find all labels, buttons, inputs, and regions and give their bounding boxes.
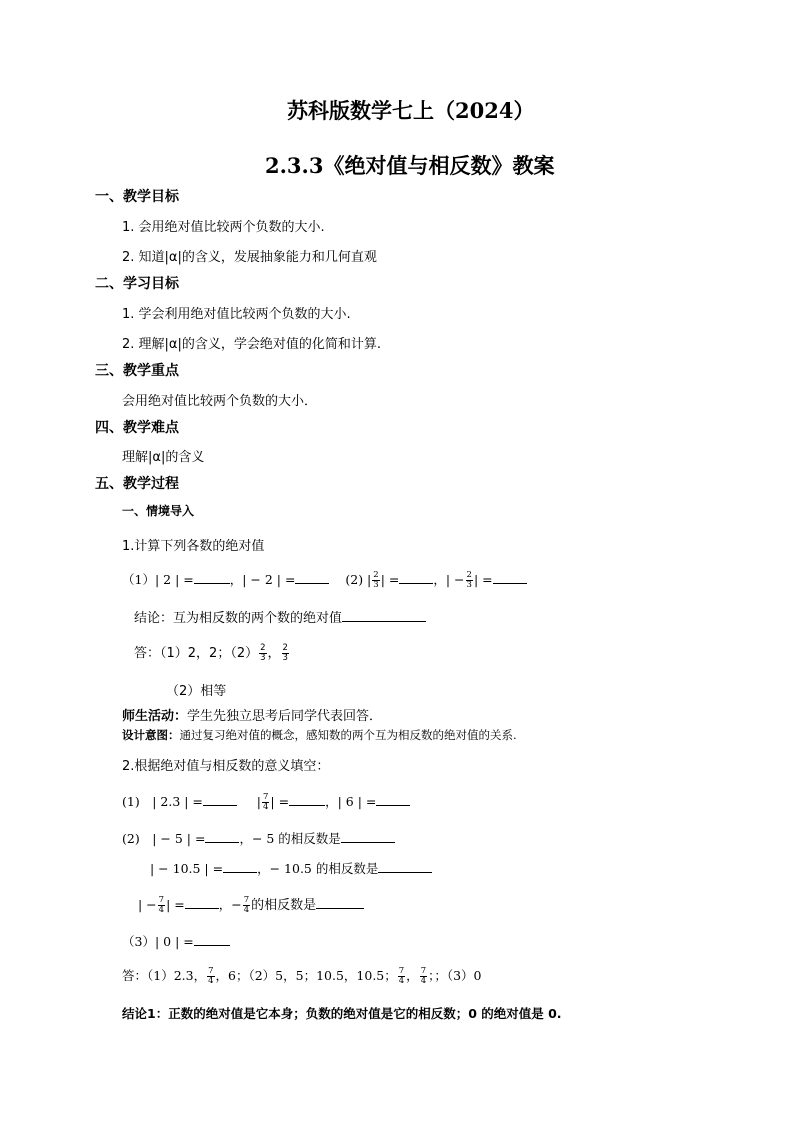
question-1-answer: 答：（1）2，2；（2） $\frac{2}{3}$ ， $\frac{2}{3}$ xyxy=(134,643,288,663)
answer-blank xyxy=(194,933,230,946)
conclusion-1: 结论1：正数的绝对值是它本身；负数的绝对值是它的相反数；0 的绝对值是 0. xyxy=(122,1006,562,1021)
fraction: $\frac{2}{3}$ xyxy=(373,570,379,590)
answer-blank xyxy=(316,896,364,909)
question-1-title: 1.计算下列各数的绝对值 xyxy=(122,539,265,554)
page-subtitle: 2.3.3《绝对值与相反数》教案 xyxy=(265,153,555,178)
question-2-line-5: （3）| 0 | = xyxy=(122,932,230,950)
answer-blank xyxy=(378,860,432,873)
answer-blank xyxy=(205,830,239,843)
fraction: $\frac{2}{3}$ xyxy=(466,570,472,590)
question-2-line-4: | − $\frac{7}{4}$ | = ，− $\frac{7}{4}$ 的相反数是 xyxy=(138,894,364,915)
fraction: $\frac{7}{4}$ xyxy=(208,966,214,986)
question-1-answer-2: （2）相等 xyxy=(166,684,227,699)
answer-blank xyxy=(295,571,329,584)
section-learning-goals-heading: 二、学习目标 xyxy=(95,276,179,292)
fraction: $\frac{7}{4}$ xyxy=(398,966,405,986)
key-point-text: 会用绝对值比较两个负数的大小． xyxy=(122,394,318,409)
answer-blank xyxy=(399,571,433,584)
fraction: $\frac{2}{3}$ xyxy=(282,643,288,663)
design-intent: 设计意图：通过复习绝对值的概念，感知数的两个互为相反数的绝对值的关系. xyxy=(122,728,517,742)
question-2-line-1: (1) | 2.3 | = | $\frac{7}{4}$ | = ，| 6 | = xyxy=(122,792,410,812)
page-title: 苏科版数学七上（2024） xyxy=(287,98,535,123)
scene-intro-heading: 一、情境导入 xyxy=(122,504,195,518)
section-objectives-heading: 一、教学目标 xyxy=(95,189,179,205)
question-2-line-2: (2) | − 5 | = ，− 5 的相反数是 xyxy=(122,829,395,847)
section-process-heading: 五、教学过程 xyxy=(95,476,179,492)
answer-blank xyxy=(493,571,527,584)
answer-blank xyxy=(342,609,426,622)
answer-blank xyxy=(194,571,230,584)
teacher-student-activity: 师生活动：学生先独立思考后同学代表回答． xyxy=(122,709,383,724)
fraction: $\frac{7}{4}$ xyxy=(158,895,165,915)
section-key-points-heading: 三、教学重点 xyxy=(95,363,179,379)
objective-item: 1. 会用绝对值比较两个负数的大小. xyxy=(122,220,325,235)
objective-item: 2. 知道|α|的含义，发展抽象能力和几何直观 xyxy=(122,250,377,265)
question-2-title: 2.根据绝对值与相反数的意义填空： xyxy=(122,759,330,774)
fraction: $\frac{7}{4}$ xyxy=(263,792,269,812)
question-1-conclusion: 结论：互为相反数的两个数的绝对值 xyxy=(134,607,426,626)
learning-goal-item: 2. 理解|α|的含义，学会绝对值的化简和计算. xyxy=(122,337,381,352)
question-2-answer: 答：（1）2.3， $\frac{7}{4}$ ，6；（2）5，5；10.5，10.5； $\frac{7}{4}$ ， $\frac{7}{4}$ ；；（3）0 xyxy=(122,966,482,986)
answer-blank xyxy=(223,860,257,873)
section-difficulties-heading: 四、教学难点 xyxy=(95,420,179,436)
answer-blank xyxy=(203,793,237,806)
fraction: $\frac{2}{3}$ xyxy=(260,643,266,663)
learning-goal-item: 1. 学会利用绝对值比较两个负数的大小. xyxy=(122,307,351,322)
answer-blank xyxy=(289,793,325,806)
fraction: $\frac{7}{4}$ xyxy=(420,966,427,986)
answer-blank xyxy=(185,896,219,909)
answer-blank xyxy=(341,830,395,843)
question-2-line-3: | − 10.5 | = ，− 10.5 的相反数是 xyxy=(150,859,432,877)
difficulty-text: 理解|α|的含义 xyxy=(122,450,205,465)
question-1-line: （1）| 2 | = ，| − 2 | = (2) | $\frac{2}{3}$ | = ，| − $\frac{2}{3}$ | = xyxy=(122,570,527,590)
fraction: $\frac{7}{4}$ xyxy=(243,895,250,915)
answer-blank xyxy=(376,793,410,806)
